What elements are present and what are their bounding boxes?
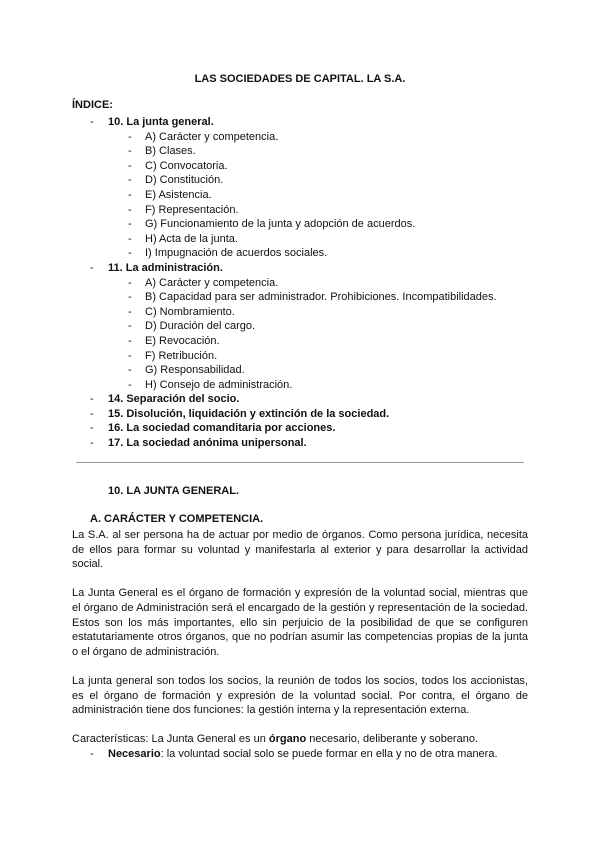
dash-bullet: - [128,247,132,260]
toc-subitem [72,217,532,232]
toc-label: D) Duración del cargo. [145,320,256,333]
toc-label: B) Clases. [145,145,196,158]
section-heading: 10. LA JUNTA GENERAL. [108,485,239,497]
toc-subitem [72,159,532,174]
toc-subitem [72,130,532,145]
paragraph: La S.A. al ser persona ha de actuar por medio de órganos. Como persona jurídica, necesita de ellos para formar su voluntad y manifestarla al exterior y para desarrollar la actividad social. [72,529,528,571]
index-heading: ÍNDICE: [72,99,113,111]
toc-subitem [72,378,532,393]
dash-bullet: - [90,437,94,450]
toc-label: I) Impugnación de acuerdos sociales. [145,247,328,260]
toc-section [72,436,532,451]
characteristics-suffix: necesario, deliberante y soberano. [306,733,479,746]
toc-subitem [72,349,532,364]
table-of-contents [72,115,532,451]
toc-label: C) Convocatoria. [145,159,228,172]
toc-label: D) Constitución. [145,174,224,187]
dash-bullet: - [128,174,132,187]
dash-bullet: - [128,203,132,216]
toc-section [72,407,532,422]
toc-label: 16. La sociedad comanditaria por acciones. [108,422,336,435]
characteristics-prefix: Características: La Junta General es un [72,733,269,746]
toc-subitem [72,276,532,291]
toc-label: 17. La sociedad anónima unipersonal. [108,437,307,450]
document-title: LAS SOCIEDADES DE CAPITAL. LA S.A. [194,73,406,85]
toc-subitem [72,290,532,305]
bullet-term: Necesario [108,747,161,760]
toc-label: F) Retribución. [145,349,218,362]
dash-bullet: - [128,305,132,318]
dash-bullet: - [90,422,94,435]
toc-subitem [72,203,532,218]
dash-bullet: - [128,378,132,391]
dash-bullet: - [128,291,132,304]
bullet-item [72,747,528,762]
dash-bullet: - [90,407,94,420]
toc-label: E) Revocación. [145,334,220,347]
dash-bullet: - [90,747,94,760]
toc-subitem [72,144,532,159]
toc-label: A) Carácter y competencia. [145,276,279,289]
toc-subitem [72,334,532,349]
toc-label: E) Asistencia. [145,188,212,201]
toc-label: F) Representación. [145,203,239,216]
toc-label: C) Nombramiento. [145,305,235,318]
subsection-heading: A. CARÁCTER Y COMPETENCIA. [90,513,264,525]
dash-bullet: - [128,188,132,201]
toc-section [72,392,532,407]
toc-label: 15. Disolución, liquidación y extinción de la sociedad. [108,407,390,420]
dash-bullet: - [128,349,132,362]
toc-subitem [72,363,532,378]
toc-label: 11. La administración. [108,261,223,274]
toc-label: 10. La junta general. [108,116,214,128]
toc-subitem [72,319,532,334]
toc-label: G) Funcionamiento de la junta y adopción de acuerdos. [145,218,416,231]
characteristics-paragraph [72,732,528,747]
dash-bullet: - [90,393,94,406]
paragraph: La junta general son todos los socios, la reunión de todos los socios, todos los accionistas, es el órgano de formación y expresión de la voluntad social. Por contra, el órgano de administración tiene dos funciones: la gestión interna y la representación externa. [72,674,528,717]
dash-bullet: - [128,218,132,231]
dash-bullet: - [128,159,132,172]
paragraph: La Junta General es el órgano de formación y expresión de la voluntad social, mientras que el órgano de Administración será el encargado de la gestión y representación de la sociedad. Estos son los más importantes, ello sin perjuicio de la posibilidad de que se configuren estatutariamente otros órganos, que no podrían asumir las competencias propias de la junta o el órgano de administración. [72,587,528,658]
dash-bullet: - [128,276,132,289]
toc-section [72,261,532,276]
toc-section [72,421,532,436]
toc-label: A) Carácter y competencia. [145,130,279,143]
toc-label: H) Acta de la junta. [145,232,238,245]
characteristics-bold: órgano [268,733,307,746]
toc-label: H) Consejo de administración. [145,378,293,391]
toc-subitem [72,188,532,203]
toc-subitem [72,246,532,261]
dash-bullet: - [128,364,132,377]
toc-subitem [72,232,532,247]
dash-bullet: - [128,130,132,143]
dash-bullet: - [128,334,132,347]
dash-bullet: - [128,145,132,158]
toc-label: G) Responsabilidad. [145,364,245,377]
toc-label: B) Capacidad para ser administrador. Prohibiciones. Incompatibilidades. [145,291,497,304]
body-text [72,528,528,776]
dash-bullet: - [90,261,94,274]
toc-section [72,115,532,130]
divider [76,462,524,463]
dash-bullet: - [128,320,132,333]
dash-bullet: - [128,232,132,245]
toc-label: 14. Separación del socio. [108,393,240,406]
toc-subitem [72,173,532,188]
dash-bullet: - [90,116,94,128]
toc-subitem [72,305,532,320]
bullet-text: : la voluntad social solo se puede formar en ella y no de otra manera. [160,747,498,760]
